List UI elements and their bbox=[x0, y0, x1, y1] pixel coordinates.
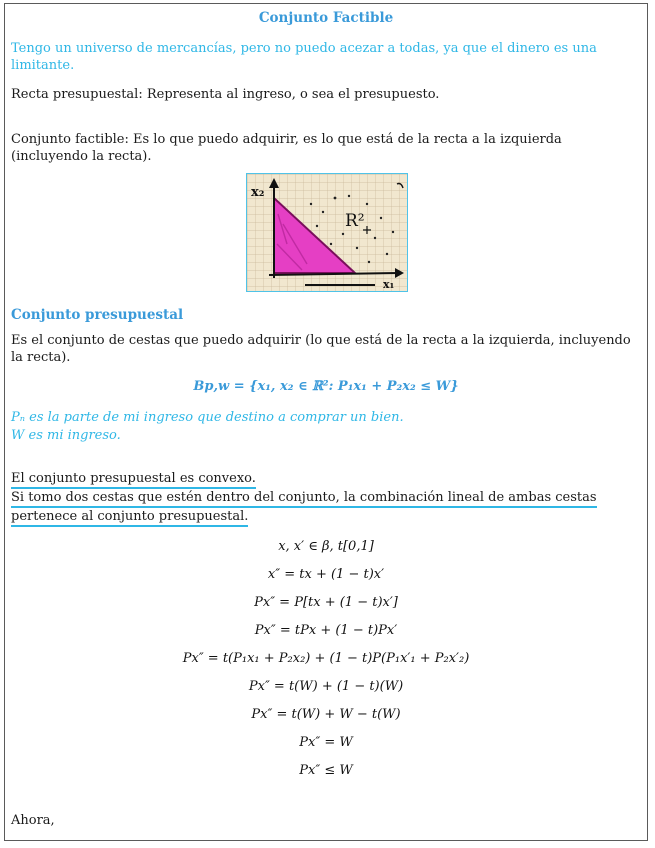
axis-y-label: x₂ bbox=[251, 185, 265, 200]
convexity-statement bbox=[11, 470, 639, 487]
proof-line: Px″ = t(P₁x₁ + P₂x₂) + (1 − t)P(P₁x′₁ + P₂x′₂) bbox=[182, 651, 470, 666]
convexity-explanation-1 bbox=[11, 489, 639, 506]
proof-line: Px″ = t(W) + W − t(W) bbox=[251, 707, 401, 722]
recta-paragraph: Recta presupuestal: Representa al ingreso, o sea el presupuesto. bbox=[11, 87, 440, 102]
region-label: R² bbox=[345, 211, 365, 231]
proof-line: Px″ = P[tx + (1 − t)x′] bbox=[254, 595, 398, 610]
intro-paragraph: Tengo un universo de mercancías, pero no puedo acezar a todas, ya que el dinero es una limitante. bbox=[11, 41, 597, 73]
proof-line: Px″ ≤ W bbox=[299, 763, 353, 778]
budget-set-formula: Bp,w = {x₁, x₂ ∈ ℝ²: P₁x₁ + P₂x₂ ≤ W} bbox=[193, 379, 459, 394]
note-w: W es mi ingreso. bbox=[11, 428, 121, 443]
proof-line: Px″ = t(W) + (1 − t)(W) bbox=[248, 679, 404, 694]
proof-line: x, x′ ∈ β, t[0,1] bbox=[278, 539, 374, 554]
convexity-explanation-2 bbox=[11, 508, 639, 525]
presupuestal-definition: Es el conjunto de cestas que puedo adquirir (lo que está de la recta a la izquierda, incluyendo la recta). bbox=[11, 333, 631, 365]
convexity-line-2: Si tomo dos cestas que estén dentro del conjunto, la combinación lineal de ambas cestas bbox=[11, 490, 597, 508]
factible-paragraph: Conjunto factible: Es lo que puedo adquirir, es lo que está de la recta a la izquierda (incluyendo la recta). bbox=[11, 132, 562, 164]
convexity-line-1: El conjunto presupuestal es convexo. bbox=[11, 471, 256, 489]
document-page bbox=[4, 3, 648, 841]
axis-x-label: x₁ bbox=[383, 278, 395, 291]
proof-line: Px″ = W bbox=[299, 735, 353, 750]
proof-line: x″ = tx + (1 − t)x′ bbox=[267, 567, 385, 582]
proof-line: Px″ = tPx + (1 − t)Px′ bbox=[254, 623, 398, 638]
budget-set-sketch bbox=[247, 174, 407, 291]
heading-conjunto-presupuestal: Conjunto presupuestal bbox=[11, 307, 184, 323]
budget-set-figure bbox=[246, 173, 408, 292]
closing-text: Ahora, bbox=[11, 813, 55, 828]
convexity-line-3: pertenece al conjunto presupuestal. bbox=[11, 509, 248, 527]
note-pn: Pₙ es la parte de mi ingreso que destino a comprar un bien. bbox=[11, 410, 404, 425]
page-title: Conjunto Factible bbox=[258, 10, 394, 26]
